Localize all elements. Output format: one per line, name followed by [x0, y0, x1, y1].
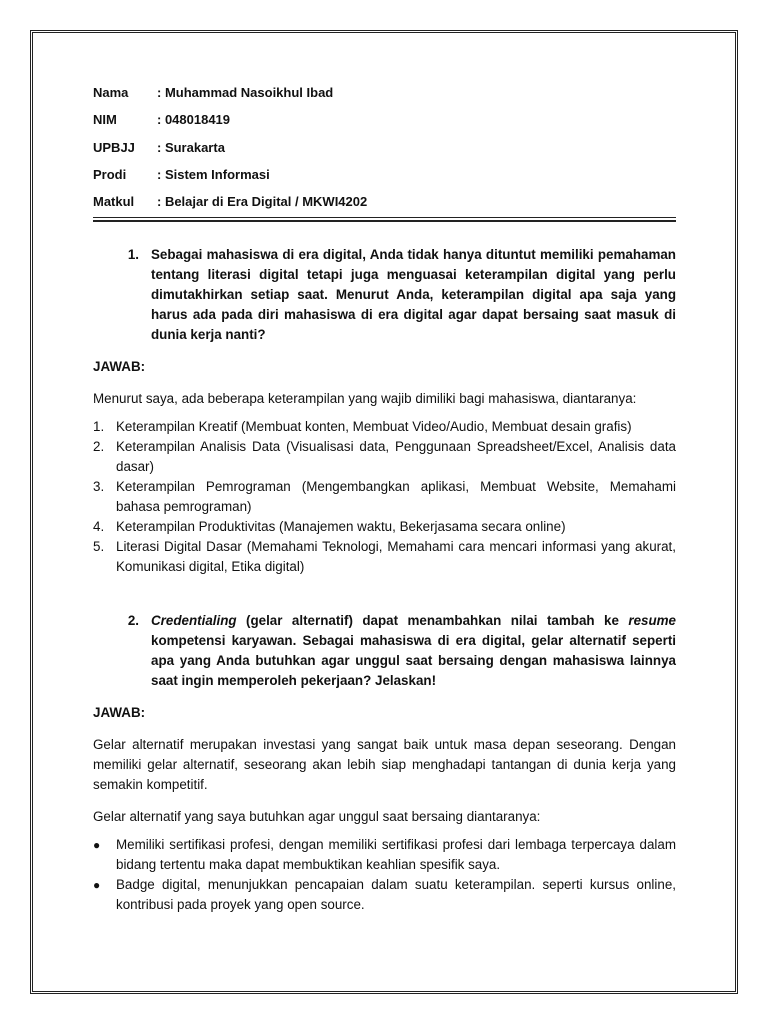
info-value: : Sistem Informasi: [157, 166, 270, 182]
info-row-upbjj: [93, 138, 676, 165]
list-text: Keterampilan Kreatif (Membuat konten, Membuat Video/Audio, Membuat desain grafis): [116, 419, 632, 435]
skills-list: [93, 417, 676, 577]
italic-term: resume: [628, 613, 676, 629]
question-1: [93, 245, 676, 345]
list-text: Keterampilan Pemrograman (Mengembangkan aplikasi, Membuat Website, Memahami bahasa pemrograman): [116, 479, 676, 515]
info-value: : Belajar di Era Digital / MKWI4202: [157, 194, 368, 210]
list-item: [93, 477, 676, 517]
credentials-list: [93, 835, 676, 915]
info-row-nim: [93, 110, 676, 137]
answer-paragraph: Gelar alternatif yang saya butuhkan agar unggul saat bersaing diantaranya:: [93, 809, 541, 825]
info-value: : Surakarta: [157, 139, 225, 155]
list-number: 3.: [93, 479, 105, 495]
question-text-part: (gelar alternatif) dapat menambahkan nilai tambah ke: [236, 613, 629, 629]
list-item: [93, 875, 676, 915]
document-content: [93, 83, 676, 915]
info-row-nama: [93, 83, 676, 110]
list-item: [93, 517, 676, 537]
info-label: Matkul: [93, 194, 135, 210]
list-number: 1.: [93, 419, 105, 435]
bullet-icon: ●: [93, 838, 101, 853]
info-value: : Muhammad Nasoikhul Ibad: [157, 85, 334, 100]
question-text: [151, 611, 676, 691]
list-text: Badge digital, menunjukkan pencapaian dalam suatu keterampilan. seperti kursus online, kontribusi pada proyek yang open source.: [116, 877, 676, 913]
answer-label: JAWAB:: [93, 359, 146, 375]
list-number: 2.: [93, 439, 105, 455]
italic-term: Credentialing: [151, 613, 237, 629]
list-text: Memiliki sertifikasi profesi, dengan memiliki sertifikasi profesi dari lembaga terpercaya dalam bidang tertentu maka dapat membuktikan keahlian spesifik saya.: [116, 837, 676, 873]
info-value: : 048018419: [157, 112, 231, 128]
question-number: 1.: [127, 247, 139, 263]
bullet-icon: ●: [93, 878, 101, 893]
info-row-prodi: [93, 165, 676, 192]
header-divider: [93, 220, 676, 222]
list-item: [93, 537, 676, 577]
student-info: [93, 83, 676, 219]
info-label: Prodi: [93, 166, 127, 182]
info-label: Nama: [93, 85, 129, 100]
list-item: [93, 437, 676, 477]
question-text-part: kompetensi karyawan. Sebagai mahasiswa di era digital, gelar alternatif seperti apa yang Anda butuhkan agar unggul saat bersaing dengan mahasiswa lainnya saat ingin memperoleh pekerjaan? Jelaskan!: [151, 633, 676, 689]
answer-intro: Menurut saya, ada beberapa keterampilan yang wajib dimiliki bagi mahasiswa, diantaranya:: [93, 391, 637, 407]
answer-label: JAWAB:: [93, 705, 146, 721]
answer-paragraph: Gelar alternatif merupakan investasi yang sangat baik untuk masa depan seseorang. Dengan memiliki gelar alternatif, seseorang akan lebih siap menghadapi tantangan di dunia kerja yang semakin kompetitif.: [93, 737, 676, 793]
info-label: UPBJJ: [93, 139, 135, 155]
list-text: Keterampilan Analisis Data (Visualisasi data, Penggunaan Spreadsheet/Excel, Analisis data dasar): [116, 439, 676, 475]
question-2: [93, 611, 676, 691]
list-item: [93, 835, 676, 875]
info-label: NIM: [93, 112, 117, 128]
list-number: 5.: [93, 539, 105, 555]
info-row-matkul: [93, 192, 676, 219]
question-number: 2.: [127, 613, 139, 629]
list-text: Keterampilan Produktivitas (Manajemen waktu, Bekerjasama secara online): [116, 519, 566, 535]
list-item: [93, 417, 676, 437]
list-text: Literasi Digital Dasar (Memahami Teknologi, Memahami cara mencari informasi yang akurat, Komunikasi digital, Etika digital): [116, 539, 676, 575]
list-number: 4.: [93, 519, 105, 535]
question-text: Sebagai mahasiswa di era digital, Anda tidak hanya dituntut memiliki pemahaman tentang literasi digital tetapi juga menguasai keterampilan digital yang perlu dimutakhirkan setiap saat. Menurut Anda, keterampilan digital apa saja yang harus ada pada diri mahasiswa di era digital agar dapat bersaing saat masuk di dunia kerja nanti?: [151, 247, 676, 343]
